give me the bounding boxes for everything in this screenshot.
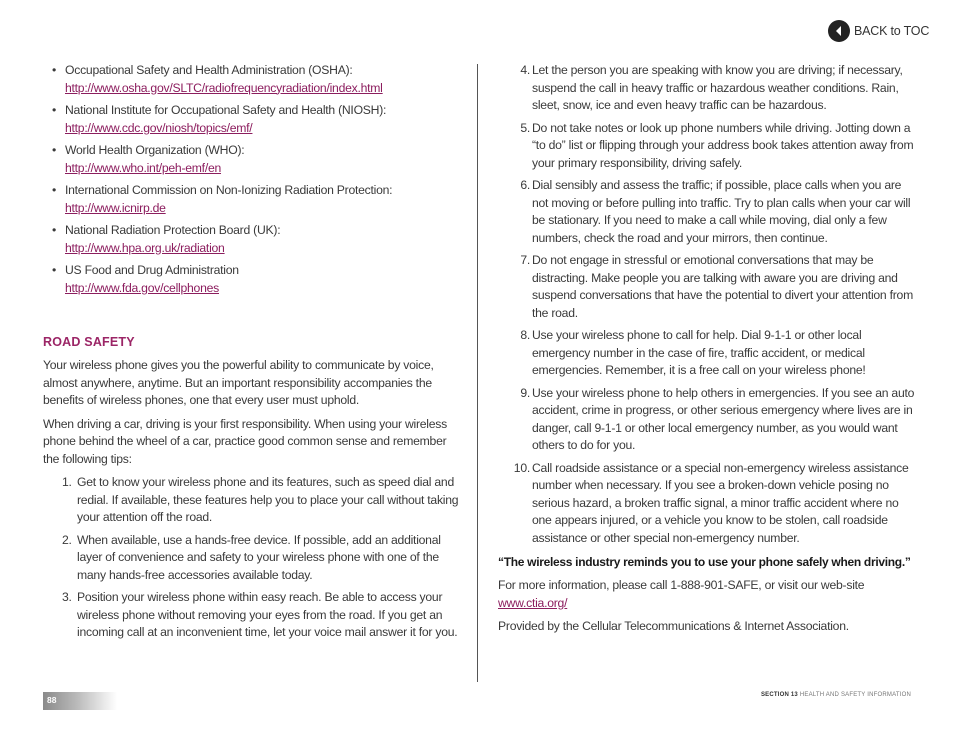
tip-number: 6.	[520, 178, 530, 192]
left-column	[43, 62, 459, 647]
reference-list	[43, 62, 459, 297]
section-title: HEALTH AND SAFETY INFORMATION	[799, 692, 911, 698]
provided-by: Provided by the Cellular Telecommunications & Internet Association.	[498, 619, 849, 633]
more-info-paragraph	[498, 577, 916, 612]
tip-text: Do not take notes or look up phone numbers while driving. Jotting down a “to do” list or flipping through your address book takes attention away from your primary responsibility, driving safely.	[532, 120, 914, 170]
list-item: • National Institute for Occupational Safety and Health (NIOSH): http://www.cdc.gov/niosh/topics/emf/	[43, 102, 459, 137]
list-item: • International Commission on Non-Ionizing Radiation Protection: http://www.icnirp.de	[43, 182, 459, 217]
list-item: • Occupational Safety and Health Administration (OSHA): http://www.osha.gov/SLTC/radiofrequencyradiation/index.html	[43, 62, 459, 97]
reference-link[interactable]: http://www.hpa.org.uk/radiation	[65, 240, 225, 255]
back-to-toc-button[interactable]	[828, 20, 929, 42]
footer-section-title	[761, 692, 911, 698]
reference-org: National Radiation Protection Board (UK):	[65, 223, 281, 237]
reference-org: Occupational Safety and Health Administration (OSHA):	[65, 63, 353, 77]
reference-link[interactable]: http://www.who.int/peh-emf/en	[65, 160, 222, 175]
tip-text: Dial sensibly and assess the traffic; if possible, place calls when you are not moving or before pulling into traffic. Try to plan calls when your car will be stationary. If you need to make a call while moving, dial only a few numbers, check the road and your mirrors, then continue.	[532, 178, 911, 245]
tip-number: 2.	[62, 532, 72, 547]
list-item: • US Food and Drug Administration http://www.fda.gov/cellphones	[43, 262, 459, 297]
tips-list	[498, 62, 916, 547]
page-number: 88	[47, 695, 57, 705]
tip-text: Call roadside assistance or a special non-emergency wireless assistance number when necessary. If you see a broken-down vehicle posing no serious hazard, a broken traffic signal, a minor traffic accident where no one appears injured, or a vehicle you know to be stolen, call roadside assistance or other special non-emergency number.	[532, 460, 909, 545]
list-item: • World Health Organization (WHO): http://www.who.int/peh-emf/en	[43, 142, 459, 177]
tip-number: 9.	[520, 385, 530, 400]
tip-item	[498, 177, 916, 247]
tips-list	[43, 474, 459, 642]
tip-item	[498, 327, 916, 380]
tip-item	[43, 532, 459, 585]
tip-text: Do not engage in stressful or emotional conversations that may be distracting. Make people you are talking with aware you are driving and suspend conversations that have the potential to divert your attention from the road.	[532, 253, 913, 320]
reference-link[interactable]: http://www.osha.gov/SLTC/radiofrequencyradiation/index.html	[65, 80, 383, 95]
reference-link[interactable]: http://www.cdc.gov/niosh/topics/emf/	[65, 120, 253, 135]
back-to-toc-label: BACK to TOC	[854, 24, 930, 38]
more-info-text: For more information, please call 1-888-901-SAFE, or visit our web-site	[498, 578, 865, 592]
intro-paragraph: When driving a car, driving is your first responsibility. When using your wireless phone behind the wheel of a car, practice good common sense and remember the following tips:	[43, 416, 447, 466]
section-label: SECTION 13	[760, 692, 798, 698]
tip-number: 8.	[520, 328, 530, 342]
tip-item	[498, 385, 916, 455]
page-number-badge	[43, 692, 117, 710]
tip-text: Use your wireless phone to call for help. Dial 9-1-1 or other local emergency number in the case of fire, traffic accident, or medical emergencies. Remember, it is a free call on your wireless phone!	[532, 328, 866, 377]
list-item: • National Radiation Protection Board (UK): http://www.hpa.org.uk/radiation	[43, 222, 459, 257]
tip-text: When available, use a hands-free device. If possible, add an additional layer of convenience and safety to your wireless phone with one of the many hands-free accessories available today.	[77, 532, 441, 582]
tip-number: 10.	[513, 460, 530, 475]
right-column	[498, 62, 916, 642]
tip-number: 1.	[62, 475, 72, 489]
reference-link[interactable]: http://www.fda.gov/cellphones	[65, 280, 219, 295]
column-divider	[477, 64, 478, 682]
reference-link[interactable]: http://www.icnirp.de	[65, 200, 166, 215]
reference-org: International Commission on Non-Ionizing Radiation Protection:	[65, 183, 393, 197]
tip-item	[43, 589, 459, 642]
reference-org: US Food and Drug Administration	[65, 263, 239, 277]
industry-quote: “The wireless industry reminds you to use your phone safely when driving.”	[498, 555, 911, 569]
section-heading: ROAD SAFETY	[43, 335, 135, 349]
tip-item	[498, 252, 916, 322]
tip-number: 3.	[62, 590, 72, 604]
tip-number: 7.	[520, 253, 530, 267]
reference-org: National Institute for Occupational Safety and Health (NIOSH):	[65, 103, 387, 117]
tip-item	[498, 62, 916, 115]
back-arrow-icon	[828, 20, 850, 42]
reference-org: World Health Organization (WHO):	[65, 143, 245, 157]
tip-text: Use your wireless phone to help others in emergencies. If you see an auto accident, crime in progress, or other serious emergency where lives are in danger, call 9-1-1 or other local emergency number, as you would want others to do for you.	[532, 385, 915, 452]
tip-text: Position your wireless phone within easy reach. Be able to access your wireless phone without removing your eyes from the road. If you get an incoming call at an inconvenient time, let your voice mail answer it for you.	[77, 590, 458, 639]
tip-number: 4.	[520, 63, 530, 77]
tip-number: 5.	[520, 120, 530, 135]
tip-item	[498, 460, 916, 548]
tip-item	[43, 474, 459, 527]
tip-item	[498, 120, 916, 173]
intro-paragraph: Your wireless phone gives you the powerful ability to communicate by voice, almost anywhere, anytime. But an important responsibility accompanies the benefits of wireless phones, one that every user must uphold.	[43, 358, 434, 407]
ctia-website-link[interactable]: www.ctia.org/	[498, 595, 568, 610]
tip-text: Get to know your wireless phone and its features, such as speed dial and redial. If available, these features help you to place your call without taking your attention off the road.	[77, 475, 459, 524]
tip-text: Let the person you are speaking with know you are driving; if necessary, suspend the call in heavy traffic or hazardous weather conditions. Rain, sleet, snow, ice and even heavy traffic can be hazardous.	[532, 63, 903, 112]
